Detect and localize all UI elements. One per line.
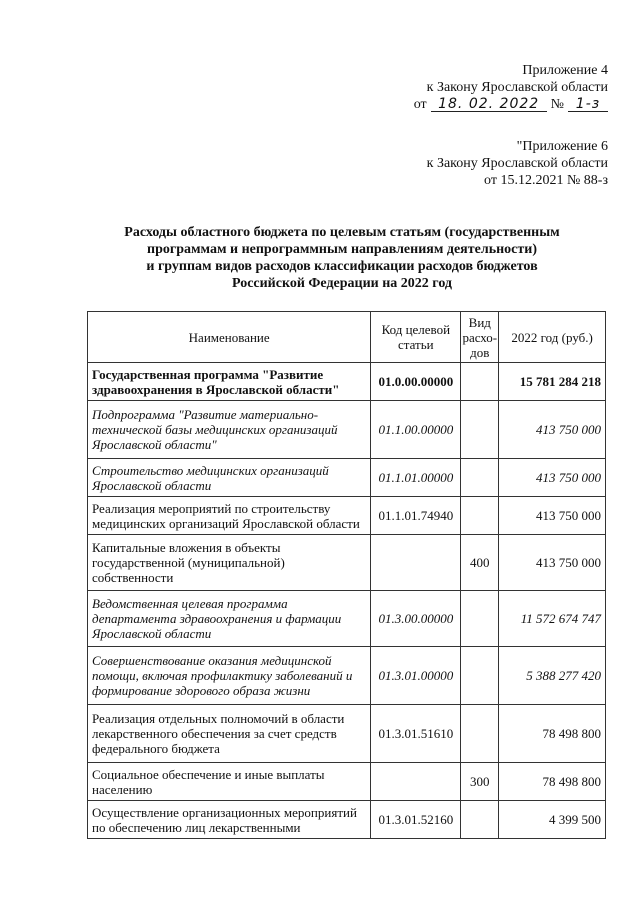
row-type-cell: [461, 401, 499, 459]
table-row: [88, 647, 606, 705]
row-code-cell: 01.3.01.52160: [371, 801, 461, 839]
row-name-cell: Осуществление организационных мероприятий по обеспечению лиц лекарственными: [88, 801, 371, 839]
table-header-row: [88, 312, 606, 363]
table-row: [88, 801, 606, 839]
appendix-date-line: [414, 96, 608, 113]
row-name-cell: Государственная программа "Развитие здравоохранения в Ярославской области": [88, 363, 371, 401]
row-code-cell: 01.1.01.74940: [371, 497, 461, 535]
row-amount-cell: 413 750 000: [499, 401, 606, 459]
table-row: [88, 763, 606, 801]
row-amount-cell: 5 388 277 420: [499, 647, 606, 705]
row-name-cell: Строительство медицинских организаций Ярославской области: [88, 459, 371, 497]
row-name-cell: Реализация отдельных полномочий в области лекарственного обеспечения за счет средств федерального бюджета: [88, 705, 371, 763]
row-amount-cell: 413 750 000: [499, 535, 606, 591]
row-amount-cell: 413 750 000: [499, 497, 606, 535]
row-name-cell: Совершенствование оказания медицинской помощи, включая профилактику заболеваний и формирование здорового образа жизни: [88, 647, 371, 705]
number-label: №: [550, 97, 564, 112]
row-type-cell: [461, 801, 499, 839]
header-type: Вид расхо-дов: [461, 312, 499, 363]
row-type-cell: [461, 705, 499, 763]
table-row: [88, 401, 606, 459]
row-code-cell: 01.0.00.00000: [371, 363, 461, 401]
header-amount: 2022 год (руб.): [499, 312, 606, 363]
expenses-table: [87, 311, 606, 839]
row-name-cell: Ведомственная целевая программа департамента здравоохранения и фармации Ярославской области: [88, 591, 371, 647]
row-amount-cell: 15 781 284 218: [499, 363, 606, 401]
row-amount-cell: 413 750 000: [499, 459, 606, 497]
row-code-cell: 01.3.01.00000: [371, 647, 461, 705]
row-amount-cell: 78 498 800: [499, 705, 606, 763]
row-type-cell: [461, 363, 499, 401]
appendix-header-new: [414, 62, 608, 113]
appendix-header-old: [427, 138, 608, 189]
appendix-law-line: к Закону Ярославской области: [426, 80, 608, 95]
row-code-cell: 01.3.00.00000: [371, 591, 461, 647]
row-code-cell: [371, 763, 461, 801]
title-line: программам и непрограммным направлениям деятельности): [147, 242, 537, 257]
row-code-cell: [371, 535, 461, 591]
row-code-cell: 01.3.01.51610: [371, 705, 461, 763]
appendix-line: Приложение 4: [522, 63, 608, 78]
row-name-cell: Реализация мероприятий по строительству медицинских организаций Ярославской области: [88, 497, 371, 535]
row-type-cell: 300: [461, 763, 499, 801]
row-code-cell: 01.1.01.00000: [371, 459, 461, 497]
row-name-cell: Социальное обеспечение и иные выплаты населению: [88, 763, 371, 801]
table-row: [88, 591, 606, 647]
appendix-law-line: к Закону Ярославской области: [426, 156, 608, 171]
table-row: [88, 497, 606, 535]
title-line: и группам видов расходов классификации расходов бюджетов: [146, 259, 538, 274]
table-body: [88, 363, 606, 839]
row-code-cell: 01.1.00.00000: [371, 401, 461, 459]
handwritten-number: 1-з: [568, 98, 608, 112]
handwritten-date: 18. 02. 2022: [431, 98, 547, 112]
row-type-cell: [461, 459, 499, 497]
from-label: от: [413, 97, 427, 112]
row-amount-cell: 78 498 800: [499, 763, 606, 801]
row-type-cell: 400: [461, 535, 499, 591]
table-row: [88, 535, 606, 591]
title-line: Российской Федерации на 2022 год: [231, 276, 452, 291]
row-name-cell: Подпрограмма "Развитие материально-технической базы медицинских организаций Ярославской области": [88, 401, 371, 459]
row-amount-cell: 4 399 500: [499, 801, 606, 839]
appendix-line: "Приложение 6: [516, 139, 608, 154]
title-line: Расходы областного бюджета по целевым статьям (государственным: [124, 225, 560, 240]
row-amount-cell: 11 572 674 747: [499, 591, 606, 647]
table-row: [88, 459, 606, 497]
row-type-cell: [461, 591, 499, 647]
appendix-date-line: от 15.12.2021 № 88-з: [484, 173, 608, 188]
table-row: [88, 363, 606, 401]
row-type-cell: [461, 497, 499, 535]
header-code: Код целевой статьи: [371, 312, 461, 363]
row-name-cell: Капитальные вложения в объекты государственной (муниципальной) собственности: [88, 535, 371, 591]
row-type-cell: [461, 647, 499, 705]
table-row: [88, 705, 606, 763]
document-title: [88, 224, 596, 292]
header-name: Наименование: [88, 312, 371, 363]
